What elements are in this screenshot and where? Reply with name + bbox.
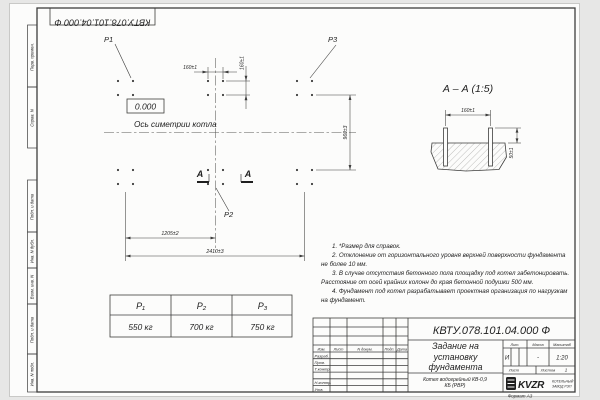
section-dim-160-text: 160±1 bbox=[461, 108, 475, 114]
scale-value: 1:20 bbox=[556, 355, 568, 362]
point-label-p2: P2 bbox=[224, 210, 234, 219]
notes-block bbox=[321, 243, 573, 306]
sheets-label: Листов bbox=[540, 367, 556, 373]
concrete-pad bbox=[431, 143, 507, 171]
col-list: Лист bbox=[333, 347, 344, 352]
kvzr-logo bbox=[506, 377, 574, 391]
sidebar-label: Подп. и дата bbox=[29, 316, 35, 344]
dim-160-h-text: 160±1 bbox=[183, 65, 197, 71]
sidebar-label: Перв. примен. bbox=[29, 43, 35, 71]
sidebar-label: Подп. и дата bbox=[29, 193, 35, 221]
col-sign: Подп. bbox=[384, 347, 395, 352]
row-utv: Утв. bbox=[314, 386, 324, 392]
anchor-bolt-right bbox=[489, 128, 493, 166]
dim-960-text: 960±3 bbox=[343, 125, 349, 140]
note-4: 4. Фундамент под котел разрабатывает проектная организация по нагрузкам на фундамент. bbox=[321, 287, 568, 304]
point-label-p1: P1 bbox=[104, 35, 114, 44]
format-label: Формат А3 bbox=[507, 393, 533, 399]
sidebar-label: Инв. N подл. bbox=[29, 361, 35, 387]
sheets-value: 1 bbox=[564, 367, 568, 373]
titleblock-title: Задание на установку фундамента bbox=[428, 341, 483, 373]
note-2: 2. Отклонение от горизонтального уровня верхней поверхности фундамента не более 10 мм. bbox=[321, 251, 566, 268]
foundation-plan bbox=[104, 35, 356, 261]
note-1: 1. *Размер для справок. bbox=[332, 243, 401, 250]
anchor-bolt-left bbox=[444, 128, 448, 166]
load-table-header: P₂ bbox=[196, 301, 207, 311]
dim-160-v-text: 160±1 bbox=[239, 56, 246, 70]
row-prov: Пров. bbox=[314, 360, 326, 365]
load-table-value: 550 кг bbox=[128, 322, 153, 332]
row-tkontr: Т.контр. bbox=[314, 366, 331, 372]
section-cut-marks bbox=[196, 169, 253, 182]
row-razrab: Разраб. bbox=[314, 353, 329, 359]
sidebar-labels bbox=[30, 43, 35, 386]
kvzr-logo-text: KVZR bbox=[518, 380, 545, 391]
kvzr-caption-line1: КОТЕЛЬНЫЙ bbox=[552, 379, 574, 384]
load-table bbox=[110, 295, 292, 337]
col-date: Дата bbox=[396, 347, 408, 352]
section-dim-50-text: 50±1 bbox=[509, 147, 515, 159]
section-letter-a-left: A bbox=[196, 169, 204, 179]
load-table-value: 700 кг bbox=[189, 322, 214, 332]
titleblock-product: Котел водогрейный КВ-0,9 КБ (РВР) bbox=[423, 376, 487, 389]
load-table-header: P₁ bbox=[136, 301, 145, 311]
section-title: А – А (1:5) bbox=[442, 83, 494, 95]
section-letter-a-right: A bbox=[244, 169, 252, 179]
elevation-value: 0.000 bbox=[134, 101, 157, 112]
sidebar-label: Взам. инв. N bbox=[29, 274, 35, 300]
dim-2410-text: 2410±3 bbox=[206, 249, 224, 255]
stamp-doc-number-rotated: КВТУ.078.101.04.000 Ф bbox=[54, 17, 151, 28]
col-izm: Изм. bbox=[317, 347, 326, 352]
lit-value: И bbox=[504, 355, 510, 362]
dim-160-vertical bbox=[226, 66, 250, 109]
note-3: 3. В случае отсутствия бетонного пола площадку под котел забетонировать. Расстояние от осей крайних колонн до края бетонной подушки 500 мм. bbox=[321, 269, 570, 286]
col-doc: N докум. bbox=[357, 347, 373, 352]
titleblock-doc-number: КВТУ.078.101.04.000 Ф bbox=[432, 325, 551, 337]
sidebar-label: Инв. N дубл. bbox=[29, 238, 35, 264]
dim-1205-text: 1205±2 bbox=[161, 231, 179, 237]
kvzr-caption-line2: ЗАВОД РЭП bbox=[552, 384, 572, 389]
row-nkontr: Н.контр. bbox=[314, 380, 332, 386]
scale-label: Масштаб bbox=[553, 342, 571, 347]
mass-value: - bbox=[537, 355, 539, 362]
point-label-p3: P3 bbox=[328, 35, 338, 44]
axis-of-symmetry-label: Ось симетрии котла bbox=[134, 120, 217, 129]
mass-label: Масса bbox=[532, 342, 544, 347]
centerlines bbox=[104, 58, 356, 252]
load-table-value: 750 кг bbox=[250, 322, 275, 332]
sidebar-label: Справ. N bbox=[29, 109, 35, 127]
sheet-label: Лист bbox=[508, 367, 520, 373]
lit-label: Лит. bbox=[510, 342, 520, 347]
section-view-a-a bbox=[431, 83, 521, 171]
load-table-header: P₃ bbox=[257, 301, 268, 311]
